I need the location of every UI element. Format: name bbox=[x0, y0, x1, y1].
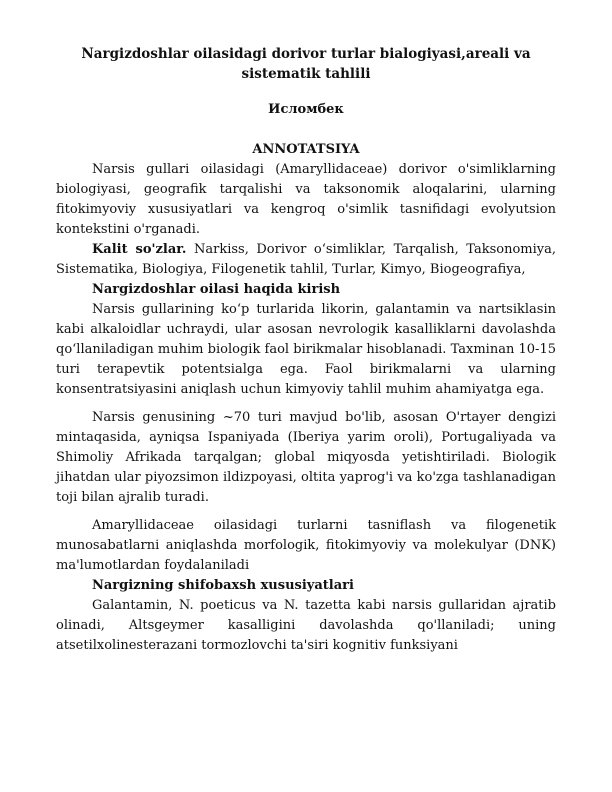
keywords-text: Narkiss, Dorivor o‘simliklar, Tarqalish, Taksonomiya, Sistematika, Biologiya, Filogenetik tahlil, Turlar, Kimyo, Biogeografiya, bbox=[56, 242, 556, 277]
keywords-paragraph bbox=[56, 240, 556, 280]
annotation-heading: ANNOTATSIYA bbox=[252, 142, 360, 157]
document-page bbox=[56, 44, 556, 656]
intro-paragraph-2: Narsis genusining ~70 turi mavjud bo'lib, asosan O'rtayer dengizi mintaqasida, ayniqsa Ispaniyada (Iberiya yarim oroli), Portugaliyada va Shimoliy Afrikada tarqalgan; global miqyosda yetishtiriladi. Biologik jihatdan ular piyozsimon ildizpoyasi, oltita yaprog'i va ko'zga tashlanadigan toji bilan ajralib turadi. bbox=[56, 410, 556, 505]
intro-paragraph-1: Narsis gullarining ko‘p turlarida likorin, galantamin va nartsiklasin kabi alkaloidlar uchraydi, ular asosan nevrologik kasalliklarni davolashda qo‘llaniladigan muhim biologik faol birikmalar hisoblanadi. Taxminan 10-15 turi terapevtik potentsialga ega. Faol birikmalarni va ularning konsentratsiyasini aniqlash uchun kimyoviy tahlil muhim ahamiyatga ega. bbox=[56, 302, 556, 397]
intro-paragraph-3: Amaryllidaceae oilasidagi turlarni tasniflash va filogenetik munosabatlarni aniqlashda morfologik, fitokimyoviy va molekulyar (DNK) ma'lumotlardan foydalaniladi bbox=[56, 518, 556, 573]
section-heading-medicinal: Nargizning shifobaxsh xususiyatlari bbox=[92, 578, 354, 593]
annotation-text: Narsis gullari oilasidagi (Amaryllidaceae) dorivor o'simliklarning biologiyasi, geografik tarqalishi va taksonomik aloqalarini, ularning fitokimyoviy xususiyatlari va kengroq o'simlik tasnifidagi evolyutsion kontekstini o'rganadi. bbox=[56, 162, 556, 237]
medicinal-paragraph-1: Galantamin, N. poeticus va N. tazetta kabi narsis gullaridan ajratib olinadi, Altsgeymer kasalligini davolashda qo'llaniladi; uning atsetilxolinesterazani tormozlovchi ta'siri kognitiv funksiyani bbox=[56, 598, 556, 653]
keywords-label: Kalit so'zlar. bbox=[92, 242, 187, 257]
author-name: Исломбек bbox=[268, 102, 344, 117]
section-heading-intro: Nargizdoshlar oilasi haqida kirish bbox=[92, 282, 341, 297]
document-title: Nargizdoshlar oilasidagi dorivor turlar bialogiyasi,areali va sistematik tahlili bbox=[81, 46, 531, 82]
